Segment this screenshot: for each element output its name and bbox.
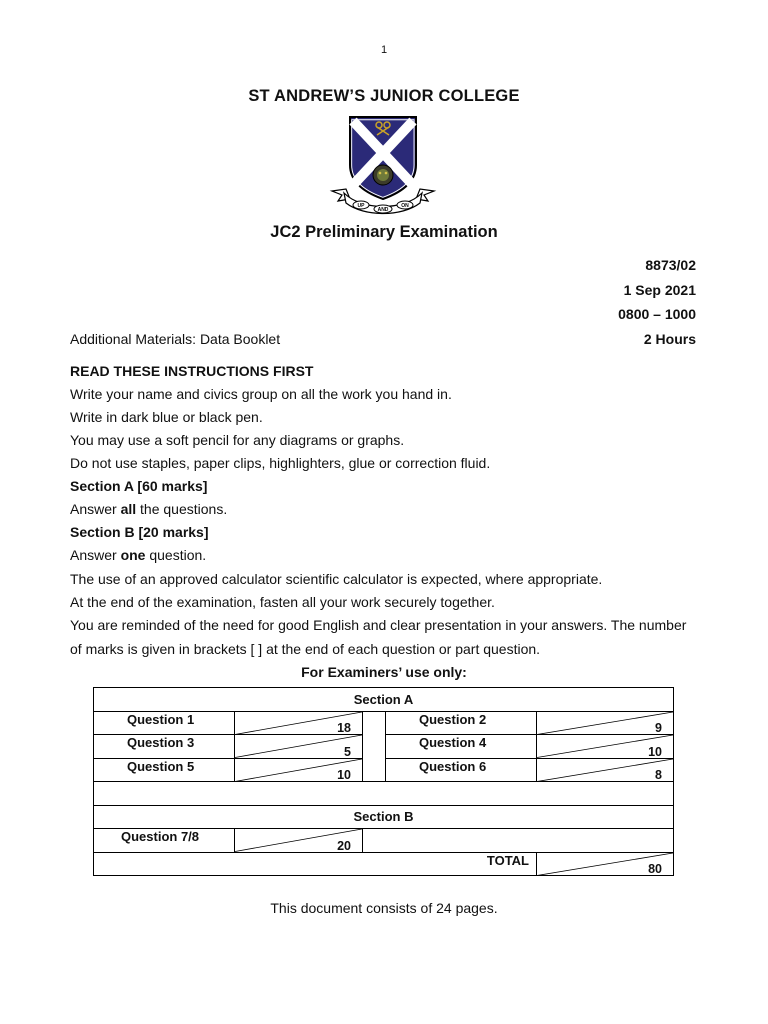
instruction-line: of marks is given in brackets [ ] at the end of each question or part question. bbox=[70, 641, 541, 657]
question-label: Question 3 bbox=[94, 735, 235, 759]
section-b-heading: Section B [20 marks] bbox=[70, 524, 209, 540]
marks-cell bbox=[537, 711, 674, 735]
total-marks-value: 80 bbox=[648, 862, 662, 876]
empty-cell bbox=[363, 829, 674, 853]
motto-up: UP bbox=[357, 203, 365, 209]
marks-value: 9 bbox=[655, 721, 662, 735]
section-a-instruction: Answer all the questions. bbox=[70, 501, 228, 517]
exam-time: 0800 – 1000 bbox=[618, 306, 696, 322]
section-b-header: Section B bbox=[94, 805, 674, 829]
marks-value: 10 bbox=[337, 768, 351, 782]
instructions-heading: READ THESE INSTRUCTIONS FIRST bbox=[70, 363, 314, 379]
question-label: Question 1 bbox=[94, 711, 235, 735]
question-label: Question 4 bbox=[386, 735, 537, 759]
marks-cell bbox=[235, 735, 363, 759]
instruction-line: Write your name and civics group on all the work you hand in. bbox=[70, 386, 452, 402]
table-gap bbox=[363, 758, 386, 782]
instruction-line: You are reminded of the need for good English and clear presentation in your answers. The number bbox=[70, 617, 687, 633]
marks-value: 20 bbox=[337, 838, 351, 853]
instruction-line: The use of an approved calculator scientific calculator is expected, where appropriate. bbox=[70, 571, 603, 587]
instruction-line: You may use a soft pencil for any diagrams or graphs. bbox=[70, 432, 405, 448]
question-label: Question 7/8 bbox=[94, 829, 235, 853]
table-gap bbox=[363, 735, 386, 759]
page-number: 1 bbox=[380, 44, 388, 56]
marks-value: 5 bbox=[344, 744, 351, 759]
question-label: Question 6 bbox=[386, 758, 537, 782]
total-label: TOTAL bbox=[94, 852, 537, 876]
examiners-table bbox=[93, 687, 674, 876]
examiners-heading: For Examiners’ use only: bbox=[301, 664, 467, 680]
exam-duration: 2 Hours bbox=[643, 331, 696, 347]
additional-materials: Additional Materials: Data Booklet bbox=[70, 331, 281, 347]
instruction-line: At the end of the examination, fasten all your work securely together. bbox=[70, 594, 495, 610]
section-a-header: Section A bbox=[94, 688, 674, 712]
marks-cell bbox=[235, 829, 363, 853]
marks-value: 8 bbox=[655, 768, 662, 782]
exam-date: 1 Sep 2021 bbox=[623, 282, 696, 298]
question-label: Question 5 bbox=[94, 758, 235, 782]
marks-cell bbox=[235, 711, 363, 735]
page-count-footer: This document consists of 24 pages. bbox=[270, 900, 498, 916]
instruction-line: Write in dark blue or black pen. bbox=[70, 409, 263, 425]
blank-row bbox=[94, 782, 674, 806]
school-name: ST ANDREW’S JUNIOR COLLEGE bbox=[248, 87, 520, 105]
section-b-instruction: Answer one question. bbox=[70, 547, 207, 563]
question-label: Question 2 bbox=[386, 711, 537, 735]
exam-title: JC2 Preliminary Examination bbox=[270, 223, 498, 241]
school-crest bbox=[326, 113, 438, 217]
paper-code: 8873/02 bbox=[645, 257, 696, 273]
marks-cell bbox=[537, 735, 674, 759]
marks-cell bbox=[537, 758, 674, 782]
total-marks-cell bbox=[537, 852, 674, 876]
motto-and: AND bbox=[377, 207, 389, 213]
marks-value: 10 bbox=[648, 744, 662, 759]
table-gap bbox=[363, 711, 386, 735]
marks-cell bbox=[235, 758, 363, 782]
section-a-heading: Section A [60 marks] bbox=[70, 478, 208, 494]
motto-on: ON bbox=[401, 203, 409, 209]
marks-value: 18 bbox=[337, 721, 351, 735]
instruction-line: Do not use staples, paper clips, highlighters, glue or correction fluid. bbox=[70, 455, 491, 471]
